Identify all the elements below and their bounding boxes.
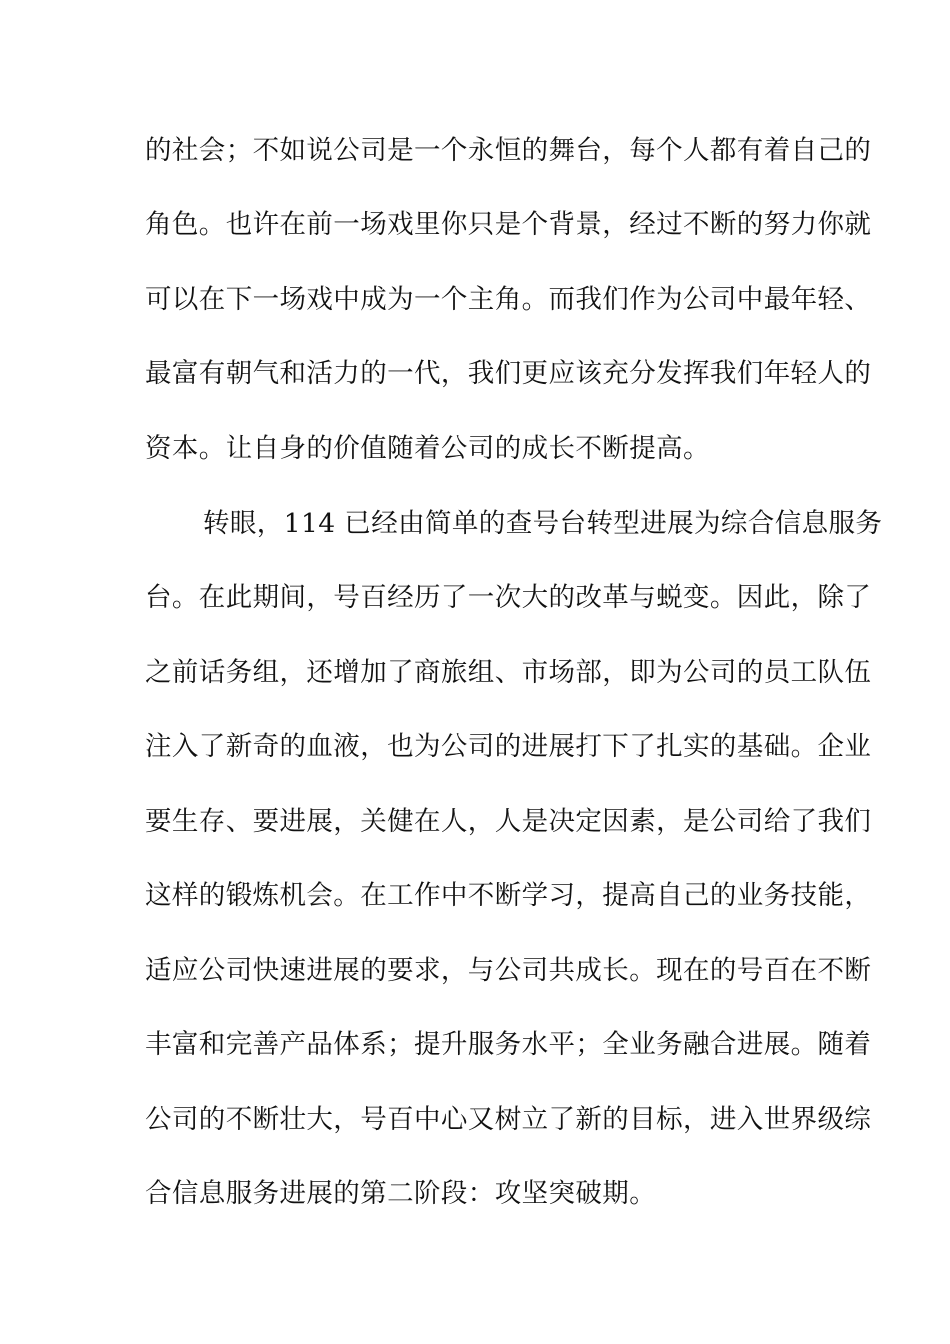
text-line: 这样的锻炼机会。在工作中不断学习，提高自己的业务技能， [145,880,872,911]
text-line: 台。在此期间，号百经历了一次大的改革与蜕变。因此，除了 [145,582,872,613]
text-line: 合信息服务进展的第二阶段：攻坚突破期。 [145,1178,657,1209]
text-line: 要生存、要进展，关健在人，人是决定因素，是公司给了我们 [145,806,872,837]
text-line: 注入了新奇的血液，也为公司的进展打下了扎实的基础。企业 [145,731,872,762]
text-line: 公司的不断壮大，号百中心又树立了新的目标，进入世界级综 [145,1104,872,1135]
text-line: 之前话务组，还增加了商旅组、市场部，即为公司的员工队伍 [145,657,872,688]
text-line: 角色。也许在前一场戏里你只是个背景，经过不断的努力你就 [145,209,872,240]
text-line: 的社会；不如说公司是一个永恒的舞台，每个人都有着自己的 [145,135,872,166]
text-line: 最富有朝气和活力的一代，我们更应该充分发挥我们年轻人的 [145,358,872,389]
text-line: 丰富和完善产品体系；提升服务水平；全业务融合进展。随着 [145,1029,872,1060]
paragraph-first-line: 转眼，114 已经由简单的查号台转型进展为综合信息服务 [203,508,883,539]
text-line: 可以在下一场戏中成为一个主角。而我们作为公司中最年轻、 [145,284,872,315]
text-line: 资本。让自身的价值随着公司的成长不断提高。 [145,433,710,464]
text-line: 适应公司快速进展的要求，与公司共成长。现在的号百在不断 [145,955,872,986]
